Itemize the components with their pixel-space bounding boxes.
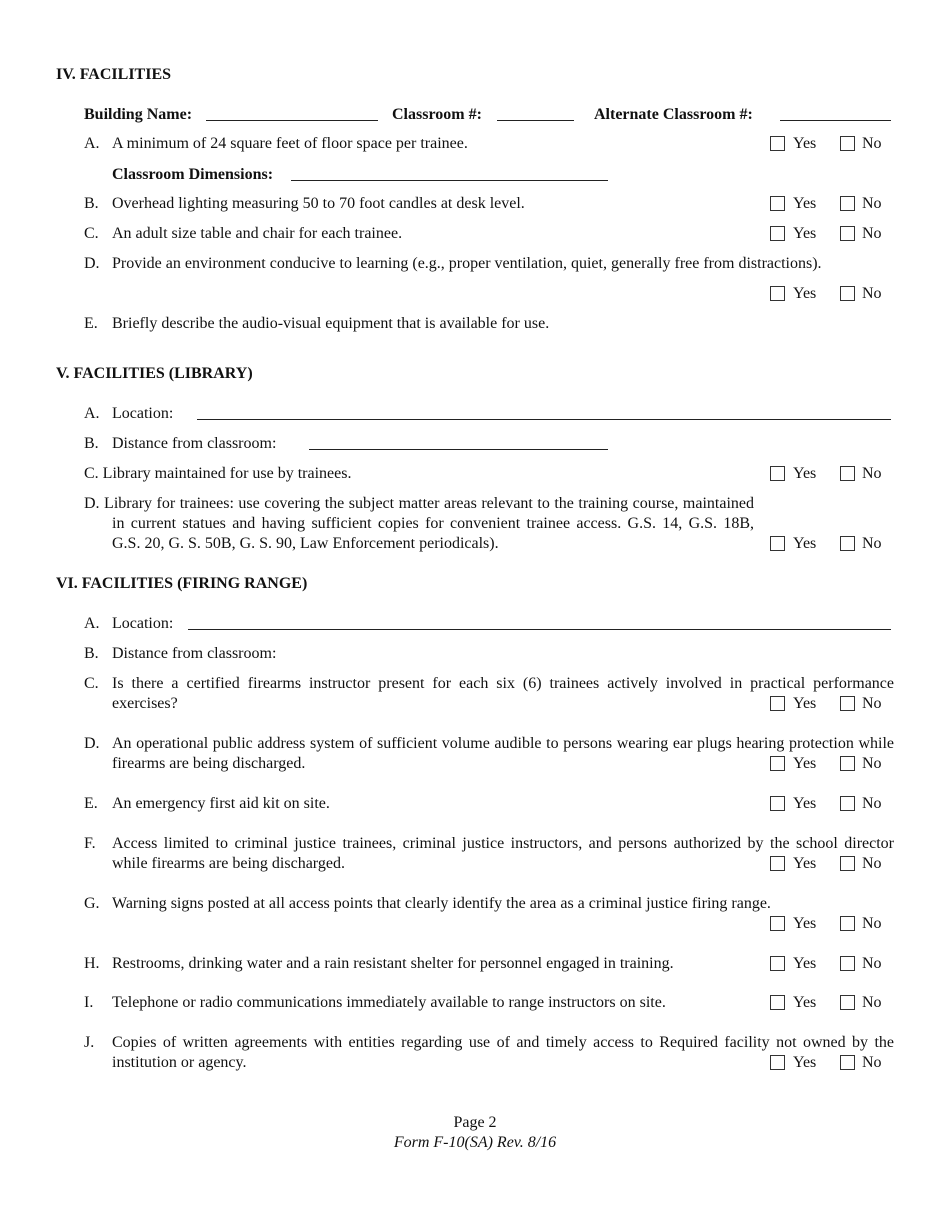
yes-no-group	[770, 1053, 900, 1073]
item-letter: A.	[84, 135, 100, 152]
no-label: No	[862, 795, 882, 812]
item-text: C. Library maintained for use by trainees.	[84, 465, 352, 482]
yes-no-group	[770, 993, 900, 1013]
classroom-number-field[interactable]	[497, 106, 574, 121]
item-text: Briefly describe the audio-visual equipment that is available for use.	[112, 315, 550, 332]
item-text: Provide an environment conducive to learning (e.g., proper ventilation, quiet, generally free from distractions).	[112, 255, 822, 272]
no-label: No	[862, 915, 882, 932]
range-distance-label: Distance from classroom:	[112, 645, 277, 662]
yes-label: Yes	[793, 795, 817, 812]
yes-label: Yes	[793, 135, 817, 152]
no-label: No	[862, 1054, 882, 1071]
no-checkbox[interactable]	[840, 916, 855, 931]
yes-checkbox[interactable]	[770, 956, 785, 971]
item-text: Access limited to criminal justice trainees, criminal justice instructors, and persons authorized by the school director while firearms are being discharged.	[112, 835, 894, 872]
item-text: Restrooms, drinking water and a rain resistant shelter for personnel engaged in training.	[112, 955, 674, 972]
no-checkbox[interactable]	[840, 995, 855, 1010]
no-label: No	[862, 465, 882, 482]
building-name-field[interactable]	[206, 106, 378, 121]
yes-checkbox[interactable]	[770, 196, 785, 211]
yes-label: Yes	[793, 695, 817, 712]
no-label: No	[862, 695, 882, 712]
yes-label: Yes	[793, 955, 817, 972]
library-distance-field[interactable]	[309, 435, 608, 450]
yes-checkbox[interactable]	[770, 756, 785, 771]
yes-no-group	[770, 534, 900, 554]
yes-checkbox[interactable]	[770, 226, 785, 241]
no-label: No	[862, 535, 882, 552]
library-location-field[interactable]	[197, 405, 891, 420]
item-letter: C.	[84, 225, 99, 242]
no-checkbox[interactable]	[840, 196, 855, 211]
no-label: No	[862, 225, 882, 242]
item-text: An emergency first aid kit on site.	[112, 795, 330, 812]
no-checkbox[interactable]	[840, 956, 855, 971]
yes-label: Yes	[793, 285, 817, 302]
library-location-label: Location:	[112, 405, 174, 422]
yes-checkbox[interactable]	[770, 1055, 785, 1070]
no-label: No	[862, 994, 882, 1011]
yes-checkbox[interactable]	[770, 136, 785, 151]
no-checkbox[interactable]	[840, 286, 855, 301]
yes-label: Yes	[793, 915, 817, 932]
no-checkbox[interactable]	[840, 796, 855, 811]
yes-no-group	[770, 854, 900, 874]
yes-label: Yes	[793, 195, 817, 212]
yes-no-group	[770, 134, 900, 154]
yes-no-group	[770, 954, 900, 974]
yes-no-group	[770, 224, 900, 244]
item-letter: F.	[84, 835, 96, 852]
item-letter: D.	[84, 255, 100, 272]
section-v-title: V. FACILITIES (LIBRARY)	[56, 365, 253, 382]
item-letter: I.	[84, 994, 94, 1011]
no-label: No	[862, 955, 882, 972]
yes-checkbox[interactable]	[770, 536, 785, 551]
classroom-dimensions-label: Classroom Dimensions:	[112, 166, 274, 183]
yes-label: Yes	[793, 994, 817, 1011]
alternate-classroom-label: Alternate Classroom #:	[594, 106, 753, 123]
section-iv-title: IV. FACILITIES	[56, 66, 172, 83]
classroom-number-label: Classroom #:	[392, 106, 482, 123]
form-id: Form F-10(SA) Rev. 8/16	[393, 1134, 557, 1151]
range-location-label: Location:	[112, 615, 174, 632]
range-location-field[interactable]	[188, 615, 891, 630]
no-label: No	[862, 285, 882, 302]
yes-no-group	[770, 194, 900, 214]
yes-checkbox[interactable]	[770, 995, 785, 1010]
item-letter: B.	[84, 645, 99, 662]
yes-checkbox[interactable]	[770, 856, 785, 871]
yes-no-group	[770, 914, 900, 934]
item-letter: H.	[84, 955, 100, 972]
yes-checkbox[interactable]	[770, 916, 785, 931]
section-vi-title: VI. FACILITIES (FIRING RANGE)	[56, 575, 308, 592]
item-text: A minimum of 24 square feet of floor space per trainee.	[112, 135, 468, 152]
item-text: Overhead lighting measuring 50 to 70 foot candles at desk level.	[112, 195, 525, 212]
item-text: Telephone or radio communications immediately available to range instructors on site.	[112, 994, 666, 1011]
item-text: An operational public address system of sufficient volume audible to persons wearing ear plugs hearing protection while firearms are being discharged.	[112, 735, 894, 772]
no-checkbox[interactable]	[840, 136, 855, 151]
no-label: No	[862, 135, 882, 152]
yes-no-group	[770, 694, 900, 714]
yes-label: Yes	[793, 225, 817, 242]
yes-checkbox[interactable]	[770, 696, 785, 711]
no-checkbox[interactable]	[840, 1055, 855, 1070]
yes-no-group	[770, 794, 900, 814]
item-letter: D.	[84, 735, 100, 752]
yes-label: Yes	[793, 535, 817, 552]
yes-checkbox[interactable]	[770, 466, 785, 481]
page-number: Page 2	[453, 1114, 497, 1131]
item-text: Copies of written agreements with entities regarding use of and timely access to Required facility not owned by the institution or agency.	[112, 1034, 894, 1071]
yes-no-group	[770, 754, 900, 774]
item-letter: A.	[84, 615, 100, 632]
yes-no-group	[770, 464, 900, 484]
item-letter: E.	[84, 315, 98, 332]
item-letter: B.	[84, 435, 99, 452]
item-letter: J.	[84, 1034, 95, 1051]
no-checkbox[interactable]	[840, 466, 855, 481]
yes-checkbox[interactable]	[770, 286, 785, 301]
classroom-dimensions-field[interactable]	[291, 166, 608, 181]
yes-label: Yes	[793, 1054, 817, 1071]
yes-label: Yes	[793, 755, 817, 772]
library-d-text: D. Library for trainees: use covering the subject matter areas relevant to the training course, maintained in current statues and having sufficient copies for convenient trainee access. G.S. 14, G.S. 18B, G.S. 20, G. S. 50B, G. S. 90, Law Enforcement periodicals).	[84, 495, 754, 552]
no-checkbox[interactable]	[840, 696, 855, 711]
item-text: Warning signs posted at all access points that clearly identify the area as a criminal justice firing range.	[112, 895, 771, 912]
no-label: No	[862, 855, 882, 872]
no-checkbox[interactable]	[840, 226, 855, 241]
no-label: No	[862, 195, 882, 212]
yes-label: Yes	[793, 855, 817, 872]
item-letter: C.	[84, 675, 99, 692]
item-letter: G.	[84, 895, 100, 912]
yes-checkbox[interactable]	[770, 796, 785, 811]
no-label: No	[862, 755, 882, 772]
item-text: An adult size table and chair for each trainee.	[112, 225, 403, 242]
library-distance-label: Distance from classroom:	[112, 435, 277, 452]
item-letter: A.	[84, 405, 100, 422]
alternate-classroom-field[interactable]	[780, 106, 891, 121]
no-checkbox[interactable]	[840, 856, 855, 871]
building-name-label: Building Name:	[84, 106, 193, 123]
no-checkbox[interactable]	[840, 536, 855, 551]
no-checkbox[interactable]	[840, 756, 855, 771]
item-letter: E.	[84, 795, 98, 812]
yes-no-group	[770, 284, 900, 304]
yes-label: Yes	[793, 465, 817, 482]
item-text: Is there a certified firearms instructor present for each six (6) trainees actively involved in practical performance exercises?	[112, 675, 894, 712]
item-letter: B.	[84, 195, 99, 212]
